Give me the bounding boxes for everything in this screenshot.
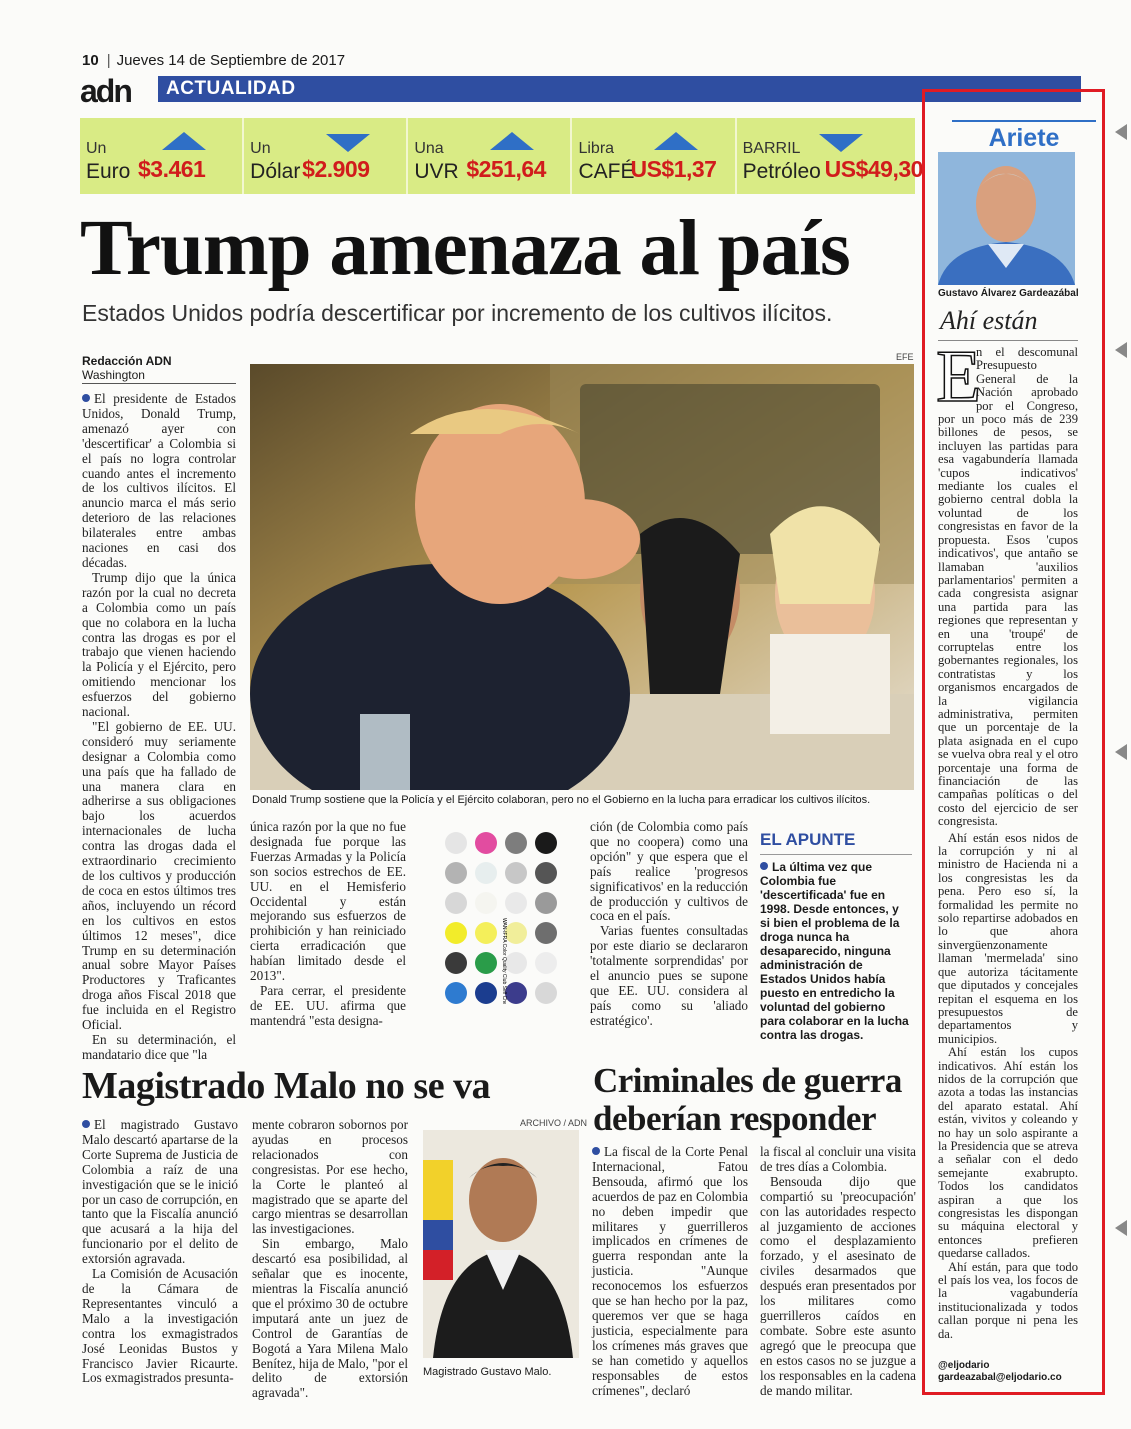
page-date: Jueves 14 de Septiembre de 2017 bbox=[116, 52, 346, 69]
arrow-down-icon bbox=[326, 134, 370, 152]
indicator-name: Petróleo bbox=[742, 160, 821, 183]
market-indicators bbox=[80, 118, 923, 194]
indicator-name: CAFÉ bbox=[578, 160, 635, 183]
apunte-title: EL APUNTE bbox=[760, 830, 912, 855]
chart-label: WAN-IFRA Color Quality Club Self Check bbox=[501, 918, 507, 1004]
paragraph: La Comisión de Acusación de la Cámara de Representantes vinculó a Malo a la investigación contra los exmagistrados José Leonidas Bustos y Francisco Javier Ricaurte. Los exmagistrados presunta- bbox=[82, 1266, 238, 1386]
color-swatch bbox=[445, 862, 467, 884]
paragraph: "El gobierno de EE. UU. consideró muy seriamente designar a Colombia como una país que ha fallado de una manera clara en adherirse a sus obligaciones bajo los acuerdos internacionales de lucha contra las drogas dada el extraordinario crecimiento de los cultivos y producción de coca en estos últimos tres años, incluyendo un récord en los cultivos en estos últimos 12 meses", dice Trump en su determinación anual sobre Mayor Países Productores y Traficantes droga años Fiscal 2018 que fue incluida en el Registro Oficial. bbox=[82, 718, 236, 1033]
ariete-title: Ariete bbox=[952, 120, 1096, 153]
indicator-value: US$1,37 bbox=[630, 156, 717, 182]
email-address: gardeazabal@eljodario.co bbox=[938, 1372, 1062, 1383]
paragraph: la fiscal al concluir una visita de tres días a Colombia. bbox=[760, 1144, 916, 1174]
columnist-photo bbox=[938, 152, 1075, 285]
color-swatch bbox=[475, 922, 497, 944]
color-swatch bbox=[445, 832, 467, 854]
paragraph: Ahí están los cupos indicativos. Ahí están los nidos de la corrupción que azota a todas las instancias del aparato estatal. Ahí están, vivitos y coleando y no hay un solo aspirante a la Presidencia que se atreva a señalar con el dedo semejante exabrupto. Todos los candidatos aspiran a que los congresistas les dispongan su máquina electoral y entonces prefieren quedarse callados. bbox=[938, 1045, 1078, 1261]
main-headline: Trump amenaza al país bbox=[80, 205, 850, 292]
color-swatch-grid bbox=[443, 830, 561, 1004]
article3-col2 bbox=[760, 1145, 916, 1398]
main-article-col1 bbox=[82, 392, 236, 1063]
bullet-icon bbox=[82, 1120, 90, 1128]
paragraph: Trump dijo que la única razón por la cual no decreta a Colombia como un país que no colabora en la lucha contra las drogas es por el trabajo que vienen haciendo la Policía y el Ejército, pero omitiendo mencionar los esfuerzos del gobierno nacional. bbox=[82, 569, 236, 720]
color-swatch bbox=[505, 832, 527, 854]
indicator-value: $3.461 bbox=[138, 156, 206, 182]
color-swatch bbox=[475, 892, 497, 914]
paragraph-text: El magistrado Gustavo Malo descartó apartarse de la Corte Suprema de Justicia de Colombia a raíz de una investigación que se le inició por un caso de corrupción, en tanto que la Fiscalía anunció que acusará a la hija del funcionario por el delito de extorsión agravada. bbox=[82, 1117, 238, 1267]
indicator-value: $251,64 bbox=[466, 156, 546, 182]
paragraph: Ahí están, para que todo el país los vea, los focos de la vagabundería institucionalizada y todos callan porque ni pena les da. bbox=[938, 1259, 1078, 1341]
arrow-up-icon bbox=[490, 132, 534, 150]
ariete-lead bbox=[938, 346, 1078, 1341]
indicator-name: Dólar bbox=[250, 160, 301, 183]
margin-mark bbox=[1115, 342, 1127, 358]
color-swatch bbox=[445, 982, 467, 1004]
indicator-value: $2.909 bbox=[302, 156, 370, 182]
color-swatch bbox=[505, 982, 527, 1004]
paragraph: Bensouda dijo que compartió su 'preocupación' con las autoridades respecto al juzgamiento de acciones como el desplazamiento forzado, y el asesinato de civiles desarmados que después eran presentados por los militares como guerrilleros caídos en combate. Sobre este asunto agregó que le preocupa que en estos casos no se juzgue a los responsables en la cadena de mando militar. bbox=[760, 1173, 916, 1398]
lead-text: n el descomunal Presupuesto General de la Nación aprobado por el Congreso, por un poco más de 239 billones de pesos, se incluyen las partidas para esa vagabundería llamada 'cupos indicativos' mediante los cuales el gobierno central dobla la voluntad de los congresistas en favor de la propuesta. Esos 'cupos indicativos', que antaño se llamaban 'auxilios parlamentarios' permiten a cada congresista asignar una partida para las regiones que representan y en una 'troupé' de corruptelas entre los gobernantes regionales, los contratistas y los organismos encargados de la vigilancia administrativa, permiten que un porcentaje de la plata asignada en el cupo se vuelva obra real y el otro porcentaje una forma de financiación de las campañas políticas o del costo del ejercicio de ser congresista. bbox=[938, 345, 1078, 829]
article3-headline: Criminales de guerra deberían responder bbox=[593, 1061, 902, 1138]
photo-credit: EFE bbox=[896, 352, 914, 362]
arrow-up-icon bbox=[654, 132, 698, 150]
article2-col2 bbox=[252, 1118, 408, 1401]
color-swatch bbox=[505, 862, 527, 884]
section-banner: ACTUALIDAD bbox=[158, 76, 1081, 102]
article2-headline: Magistrado Malo no se va bbox=[82, 1065, 491, 1107]
color-swatch bbox=[475, 862, 497, 884]
photo-caption: Magistrado Gustavo Malo. bbox=[423, 1366, 552, 1378]
color-swatch bbox=[535, 952, 557, 974]
article3-col1 bbox=[592, 1145, 748, 1398]
bullet-icon bbox=[82, 394, 90, 402]
main-photo bbox=[250, 364, 914, 790]
indicator-euro bbox=[80, 118, 244, 194]
columnist-name: Gustavo Álvarez Gardeazábal bbox=[938, 288, 1079, 299]
trump-photo-image bbox=[250, 364, 914, 790]
columnist-signature bbox=[938, 1360, 1062, 1384]
color-swatch bbox=[535, 862, 557, 884]
byline bbox=[82, 354, 172, 382]
main-subhead: Estados Unidos podría descertificar por incremento de los cultivos ilícitos. bbox=[82, 300, 833, 326]
bullet-icon bbox=[592, 1147, 600, 1155]
paragraph-text: La fiscal de la Corte Penal Internacional, Fatou Bensouda, afirmó que los acuerdos de paz en Colombia no deben impedir que militares y guerrilleros implicados en crímenes de guerra respondan ante la justicia. "Aunque reconocemos los esfuerzos que se han hecho por la paz, queremos ver que se haga justicia, especialmente para los crímenes más graves que se han cometido y aquellos responsables de estos crímenes", declaró bbox=[592, 1144, 748, 1398]
indicator-label: Un bbox=[250, 140, 271, 157]
color-swatch bbox=[505, 952, 527, 974]
color-swatch bbox=[445, 922, 467, 944]
paragraph-text: El presidente de Estados Unidos, Donald Trump, amenazó ayer con 'descertificar' a Colombia si el país no logra controlar cuando antes el incremento de los cultivos ilícitos. El anuncio marca el más serio deterioro de las relaciones bilaterales entre ambas naciones en casi dos décadas. bbox=[82, 391, 236, 570]
color-swatch bbox=[475, 832, 497, 854]
magistrate-photo-image bbox=[423, 1130, 579, 1358]
indicator-label: Una bbox=[414, 140, 444, 157]
paragraph: Ahí están esos nidos de la corrupción y ni al ministro de Hacienda ni a los congresistas les da pena. Pero eso sí, la formalidad les permite no solo repartirse adobados en lo que ahora sinvergüenzonamente llaman 'mermelada' sino que autoriza tácitamente que diputados y concejales repitan el esquema en los presupuestos de departamentos y municipios. bbox=[938, 830, 1078, 1046]
indicator-label: BARRIL bbox=[742, 140, 801, 157]
color-swatch bbox=[505, 892, 527, 914]
color-swatch bbox=[445, 952, 467, 974]
arrow-down-icon bbox=[819, 134, 863, 152]
page-folio: 10 | Jueves 14 de Septiembre de 2017 bbox=[82, 52, 346, 69]
color-swatch bbox=[535, 982, 557, 1004]
paragraph: mente cobraron sobornos por ayudas en procesos relacionados con congresistas. Por ese hecho, la Corte le planteó al magistrado que se aparte del cargo mientras se desarrollan las investigaciones. bbox=[252, 1117, 408, 1237]
byline-author: Redacción ADN bbox=[82, 354, 172, 368]
paragraph bbox=[82, 1118, 238, 1267]
divider bbox=[82, 383, 236, 384]
paragraph bbox=[592, 1145, 748, 1398]
indicator-dolar bbox=[244, 118, 408, 194]
paragraph: En su determinación, el mandatario dice que "la bbox=[82, 1031, 236, 1062]
adn-logo: adn bbox=[80, 73, 131, 109]
indicator-cafe bbox=[572, 118, 736, 194]
main-article-col2 bbox=[250, 820, 406, 1029]
color-swatch bbox=[505, 922, 527, 944]
paragraph: Para cerrar, el presidente de EE. UU. afirma que mantendrá "esta designa- bbox=[250, 982, 406, 1028]
main-article-col3 bbox=[590, 820, 748, 1029]
apunte-text: La última vez que Colombia fue 'descertificada' fue en 1998. Desde entonces, y si bien el problema de la droga nunca ha desaparecido, ninguna administración de Estados Unidos había puesto en entredicho la voluntad del gobierno para colaborar en la lucha contra las drogas. bbox=[760, 860, 909, 1042]
paragraph: única razón por la que no fue designada fue porque las Fuerzas Armadas y la Policía son socios estrechos de EE. UU. en el Hemisferio Occidental y están mejorando sus esfuerzos de prohibición y han reiniciado cierta erradicación que habían limitado desde el 2013". bbox=[250, 819, 406, 984]
color-quality-chart bbox=[443, 830, 561, 1004]
color-swatch bbox=[445, 892, 467, 914]
indicator-value: US$49,30 bbox=[824, 156, 923, 182]
indicator-name: Euro bbox=[86, 160, 131, 183]
indicator-label: Libra bbox=[578, 140, 615, 157]
margin-mark bbox=[1115, 124, 1127, 140]
paragraph: Varias fuentes consultadas por este diario se declararon 'totalmente sorprendidas' por el anuncio pues se supone que EE. UU. considera al país como su 'aliado estratégico'. bbox=[590, 923, 748, 1028]
dropcap: E bbox=[936, 336, 982, 418]
paragraph: ción (de Colombia como país que no coopera) como una opción" y que espera que el país realice 'progresos significativos' en la reducción de producción y cultivos de coca en el país. bbox=[590, 819, 748, 924]
color-swatch bbox=[535, 892, 557, 914]
byline-place: Washington bbox=[82, 368, 145, 382]
paragraph: Sin embargo, Malo descartó esa posibilidad, al señalar que es inocente, mientras la Fiscalía anunció que el próximo 30 de octubre imputará ante un juez de Control de Garantías de Bogotá a Yara Milena Malo Benítez, hija de Malo, "por el delito de extorsión agravada". bbox=[252, 1236, 408, 1401]
color-swatch bbox=[535, 832, 557, 854]
column-headline: Ahí están bbox=[940, 306, 1038, 335]
photo-credit: ARCHIVO / ADN bbox=[520, 1118, 588, 1128]
photo-caption: Donald Trump sostiene que la Policía y el Ejército colaboran, pero no el Gobierno en la lucha para erradicar los cultivos ilícitos. bbox=[252, 794, 871, 806]
twitter-handle: @eljodario bbox=[938, 1360, 990, 1371]
arrow-up-icon bbox=[162, 132, 206, 150]
page-number: 10 bbox=[82, 52, 99, 69]
color-swatch bbox=[475, 952, 497, 974]
indicator-name: UVR bbox=[414, 160, 459, 183]
indicator-uvr bbox=[408, 118, 572, 194]
indicator-petroleo bbox=[737, 118, 923, 194]
apunte-box bbox=[760, 860, 912, 1042]
bullet-icon bbox=[760, 862, 768, 870]
magistrate-photo bbox=[423, 1130, 579, 1358]
indicator-label: Un bbox=[86, 140, 107, 157]
paragraph bbox=[82, 392, 236, 571]
dropcap-space bbox=[938, 346, 976, 404]
columnist-photo-image bbox=[938, 152, 1075, 285]
color-swatch bbox=[535, 922, 557, 944]
margin-mark bbox=[1115, 744, 1127, 760]
color-swatch bbox=[475, 982, 497, 1004]
margin-mark bbox=[1115, 1220, 1127, 1236]
article2-col1 bbox=[82, 1118, 238, 1386]
